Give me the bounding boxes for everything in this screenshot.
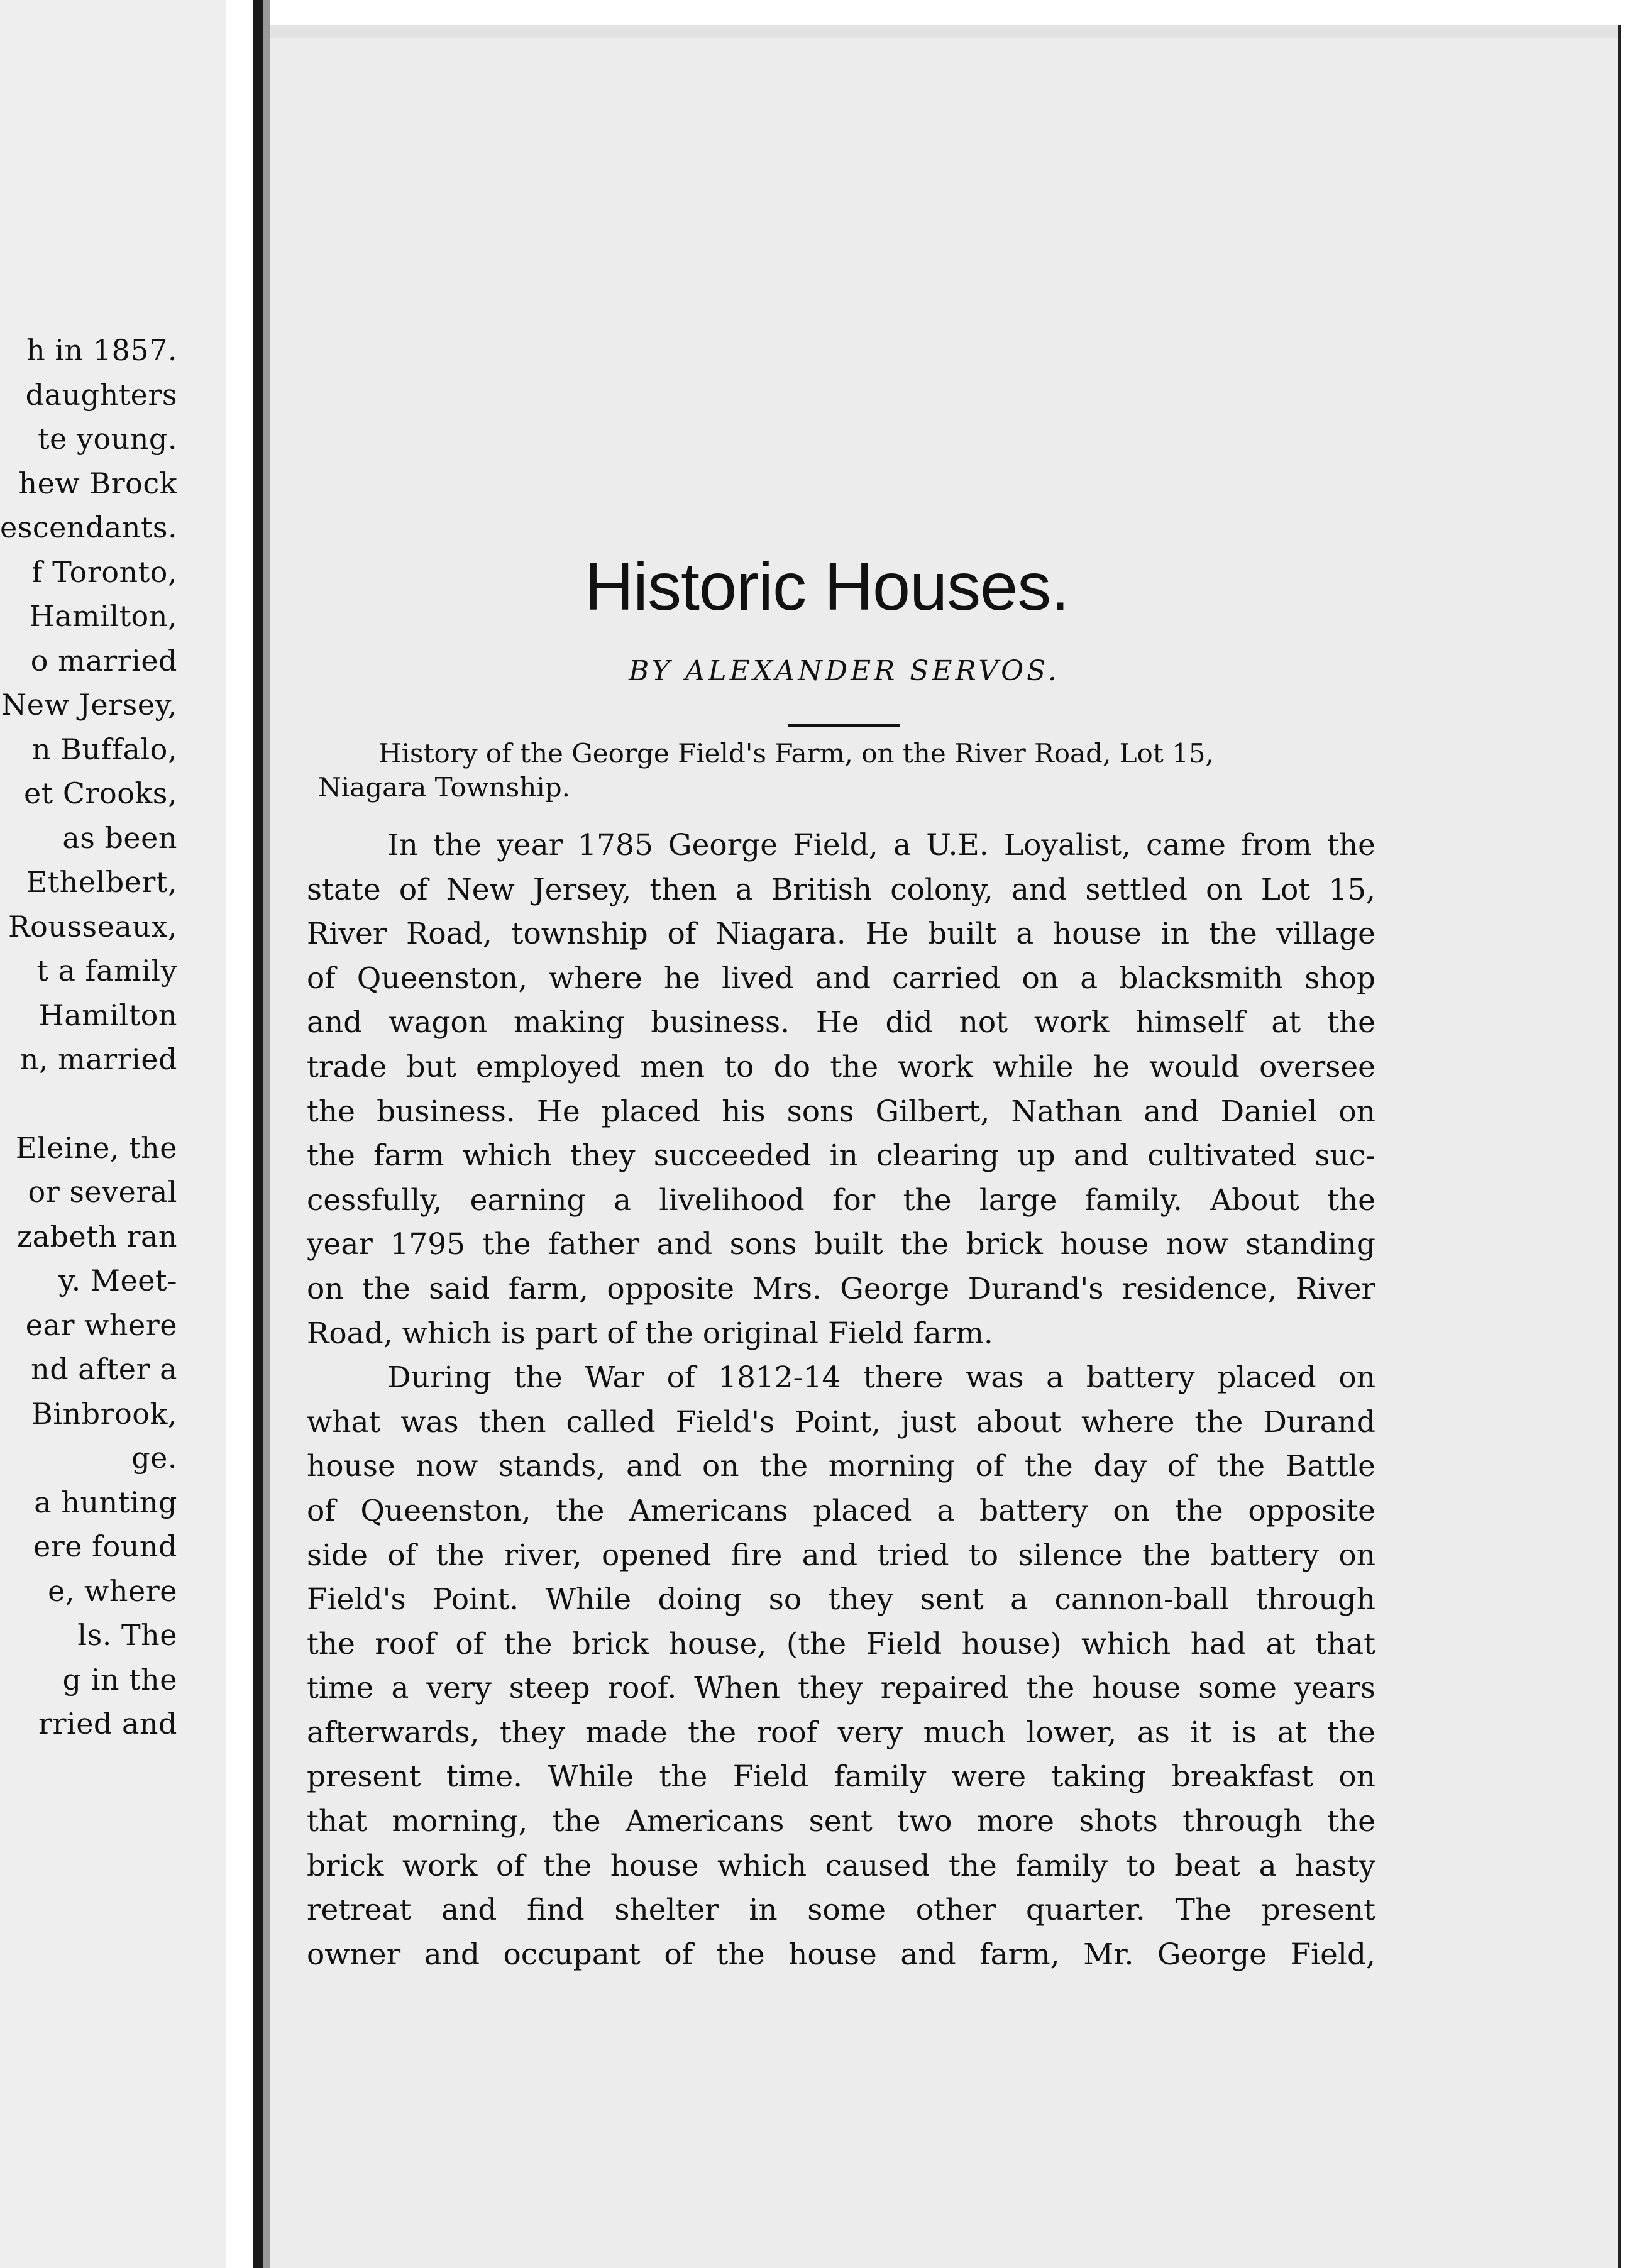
page-fold xyxy=(233,0,255,2268)
left-page-line: hew Brock xyxy=(18,466,177,500)
body-line: brick work of the house which caused the family to beat a hasty xyxy=(307,1848,1375,1883)
left-page-line: Hamilton, xyxy=(29,599,177,633)
left-page-line: rried and xyxy=(38,1707,177,1741)
body-line: time a very steep roof. When they repaired the house some years xyxy=(307,1671,1375,1706)
body-line: state of New Jersey, then a British colony, and settled on Lot 15, xyxy=(307,872,1375,907)
binding-gutter xyxy=(253,0,263,2268)
subheading-line: History of the George Field's Farm, on the River Road, Lot 15, xyxy=(378,738,1214,769)
body-line: In the year 1785 George Field, a U.E. Loyalist, came from the xyxy=(387,828,1375,862)
left-page-line: e, where xyxy=(48,1573,177,1608)
body-line: of Queenston, where he lived and carried on a blacksmith shop xyxy=(307,961,1375,996)
body-line: During the War of 1812-14 there was a battery placed on xyxy=(387,1360,1375,1395)
body-line: Field's Point. While doing so they sent a cannon-ball through xyxy=(307,1582,1375,1617)
body-line: house now stands, and on the morning of the day of the Battle xyxy=(307,1449,1375,1484)
article-subheading xyxy=(318,737,1374,805)
left-page-line: daughters xyxy=(25,377,177,412)
left-page-line: ge. xyxy=(131,1441,177,1475)
body-line: what was then called Field's Point, just about where the Durand xyxy=(307,1404,1375,1440)
left-page-line: ere found xyxy=(33,1529,177,1563)
left-page-line: g in the xyxy=(62,1662,177,1697)
title-divider xyxy=(788,724,900,727)
left-page-line: h in 1857. xyxy=(26,333,177,367)
left-page-line: ear where xyxy=(25,1307,177,1342)
body-line: on the said farm, opposite Mrs. George Durand's residence, River xyxy=(307,1271,1375,1306)
body-line: present time. While the Field family were taking breakfast on xyxy=(307,1759,1375,1795)
left-page-line: or several xyxy=(28,1175,177,1209)
left-page-line: te young. xyxy=(38,422,177,456)
subheading-line: Niagara Township. xyxy=(318,772,570,803)
article-body xyxy=(307,823,1375,1977)
body-line: cessfully, earning a livelihood for the large family. About the xyxy=(307,1182,1375,1218)
body-line: afterwards, they made the roof very much lower, as it is at the xyxy=(307,1715,1375,1750)
left-page-line: escendants. xyxy=(0,510,177,544)
body-line: the roof of the brick house, (the Field house) which had at that xyxy=(307,1626,1375,1661)
body-line: the business. He placed his sons Gilbert, Nathan and Daniel on xyxy=(307,1094,1375,1129)
left-page-text xyxy=(0,328,177,1746)
body-line: that morning, the Americans sent two more shots through the xyxy=(307,1804,1375,1839)
left-page-line: Rousseaux, xyxy=(8,909,177,944)
body-line: year 1795 the father and sons built the brick house now standing xyxy=(307,1227,1375,1262)
body-line: side of the river, opened fire and tried to silence the battery on xyxy=(307,1538,1375,1573)
article-title: Historic Houses. xyxy=(585,548,1069,624)
left-page-line: ls. The xyxy=(77,1618,177,1652)
left-page-line: f Toronto, xyxy=(31,554,177,589)
left-page-line: Eleine, the xyxy=(15,1130,177,1165)
left-page-line: nd after a xyxy=(31,1352,177,1386)
left-page-line: Hamilton xyxy=(38,998,177,1032)
left-page-line: Binbrook, xyxy=(31,1396,177,1431)
body-line: the farm which they succeeded in clearing up and cultivated suc- xyxy=(307,1138,1375,1174)
article-byline: BY ALEXANDER SERVOS. xyxy=(629,655,1060,687)
body-line: retreat and find shelter in some other quarter. The present xyxy=(307,1893,1375,1928)
left-page-line: Ethelbert, xyxy=(26,865,177,899)
gutter-shadow xyxy=(263,0,270,2268)
left-page-line: n, married xyxy=(19,1042,177,1076)
body-line: River Road, township of Niagara. He built a house in the village xyxy=(307,917,1375,952)
body-line: of Queenston, the Americans placed a battery on the opposite xyxy=(307,1493,1375,1528)
body-line: Road, which is part of the original Field farm. xyxy=(307,1316,993,1351)
left-page-line: t a family xyxy=(36,954,177,988)
body-line: and wagon making business. He did not work himself at the xyxy=(307,1005,1375,1040)
left-page-line: o married xyxy=(30,643,177,678)
left-page-line: y. Meet- xyxy=(58,1263,177,1297)
page-right-edge xyxy=(1618,25,1637,2268)
left-page-line: New Jersey, xyxy=(1,688,177,722)
body-line: owner and occupant of the house and farm, Mr. George Field, xyxy=(307,1937,1375,1972)
left-page-line: zabeth ran xyxy=(16,1219,177,1253)
left-page-line: et Crooks, xyxy=(23,776,177,810)
body-line: trade but employed men to do the work while he would oversee xyxy=(307,1049,1375,1084)
left-page-line: n Buffalo, xyxy=(31,732,177,766)
left-page-line: a hunting xyxy=(34,1485,177,1519)
left-page-line: as been xyxy=(62,820,177,855)
page-top-edge xyxy=(270,25,1618,39)
left-facing-page xyxy=(0,0,226,2268)
